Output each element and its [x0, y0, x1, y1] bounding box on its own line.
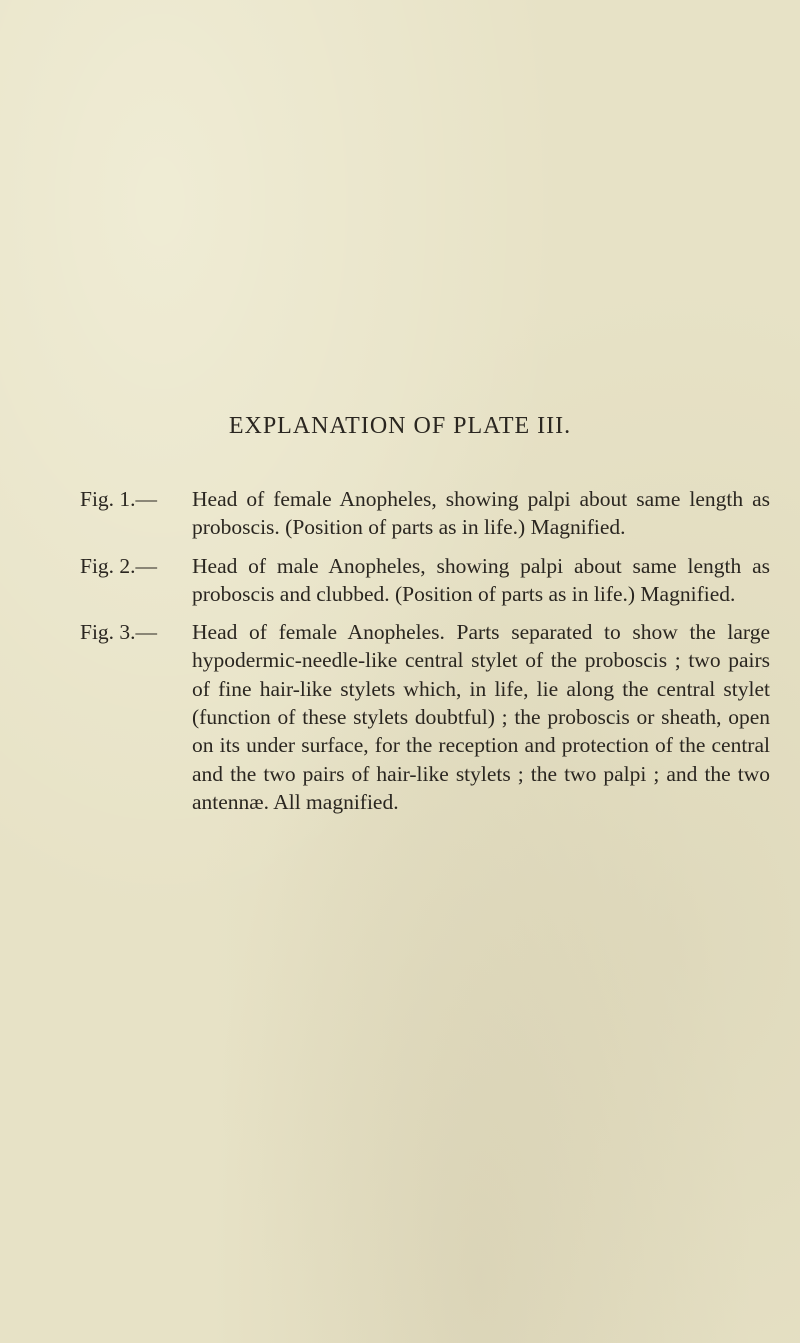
- figure-description-3: Head of female Anopheles. Parts separated to show the large hypodermic-needle-like central stylet of the proboscis ; two pairs of fine hair-like stylets which, in life, lie along the central stylet (function of these stylets doubtful) ; the proboscis or sheath, open on its under surface, for the reception and protection of the central and the two pairs of hair-like stylets ; the two palpi ; and the two antennæ. All magnified.: [192, 620, 770, 814]
- figure-text-3: [80, 618, 770, 816]
- figure-description-2: Head of male Anopheles, showing palpi about same length as proboscis and clubbed. (Position of parts as in life.) Magnified.: [192, 553, 770, 606]
- figure-entry-3: [80, 618, 770, 816]
- figure-entry-1: [80, 485, 770, 542]
- figure-entry-2: [80, 552, 770, 609]
- figure-label-2: Fig. 2.—: [80, 553, 158, 578]
- figure-description-1: Head of female Anopheles, showing palpi about same length as proboscis. (Position of parts as in life.) Magnified.: [192, 487, 770, 540]
- figure-label-1: Fig. 1.—: [80, 487, 158, 511]
- figure-label-3: Fig. 3.—: [80, 620, 158, 645]
- figure-text-2: [80, 552, 770, 609]
- plate-title: EXPLANATION OF PLATE III.: [228, 413, 572, 439]
- figure-list: [80, 485, 770, 826]
- figure-text-1: [80, 485, 770, 542]
